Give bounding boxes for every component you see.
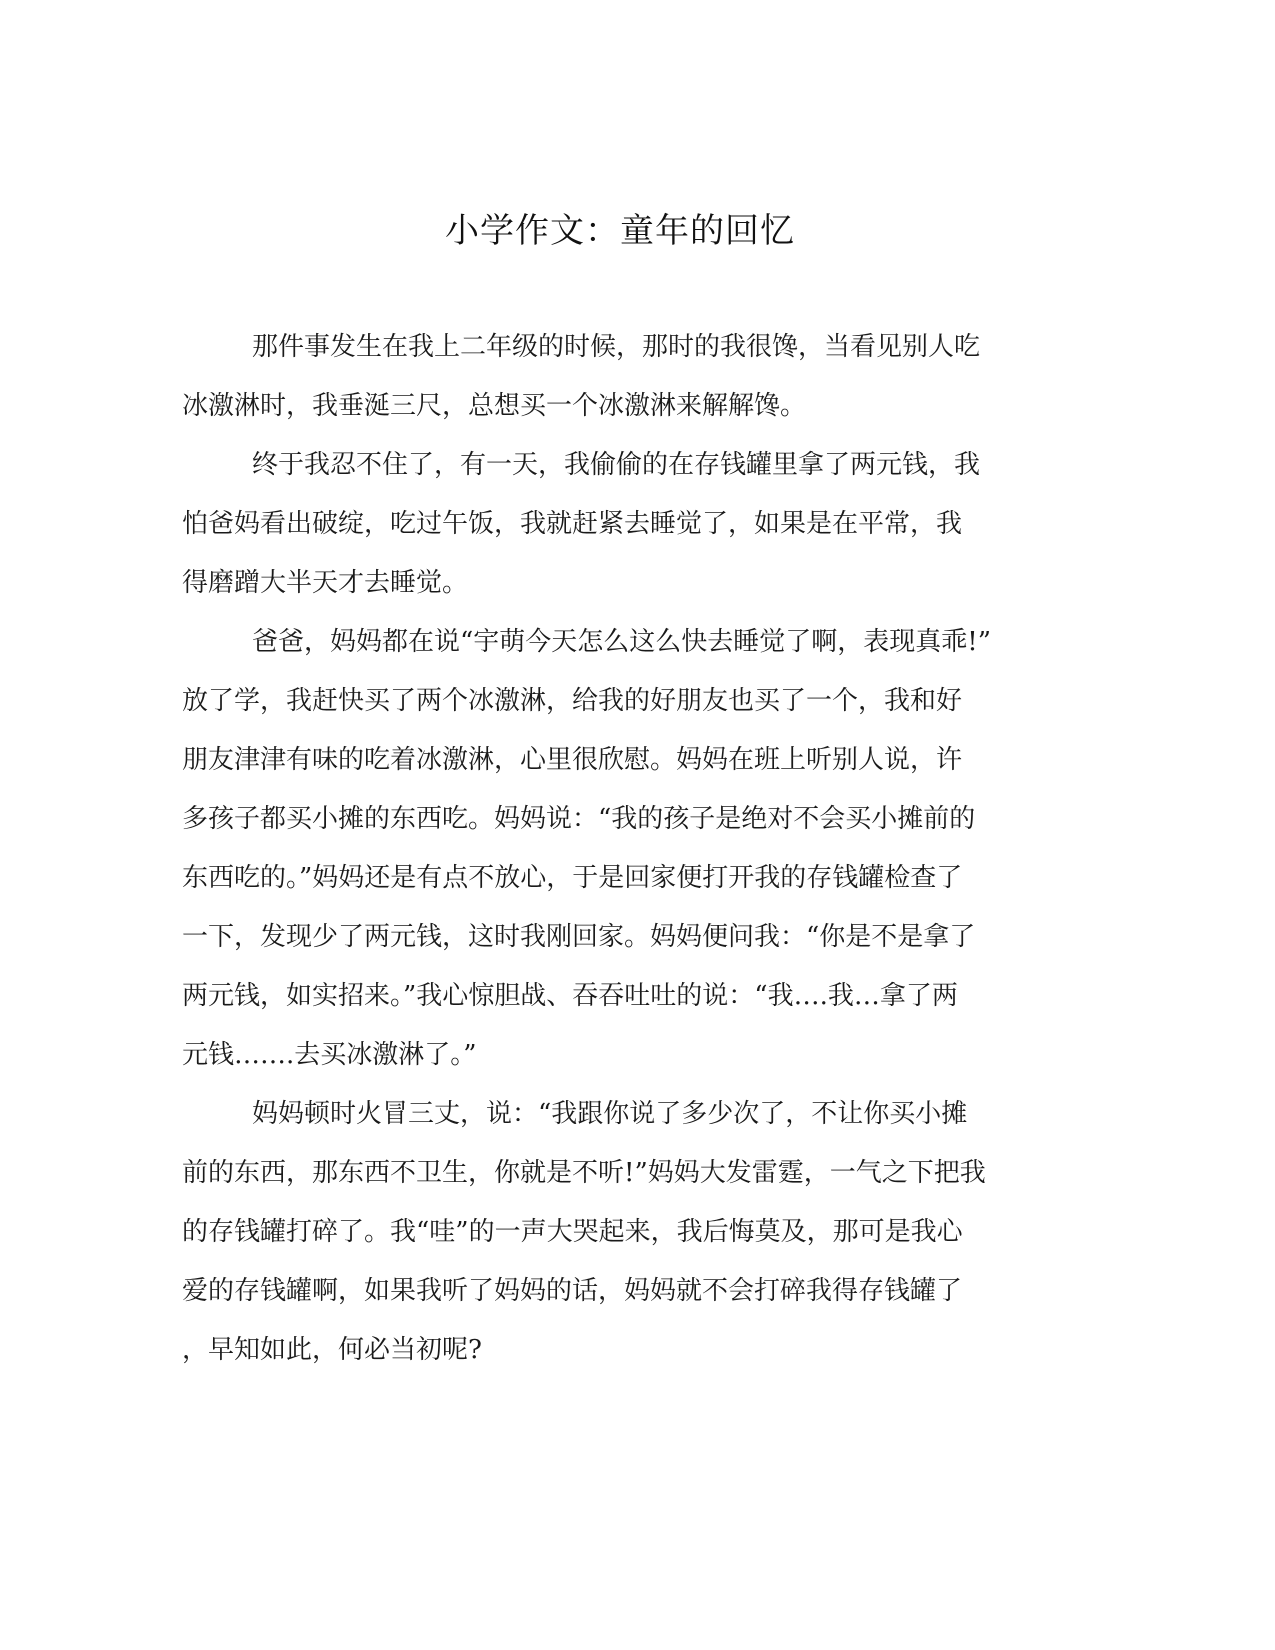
text-line: 爱的存钱罐啊，如果我听了妈妈的话，妈妈就不会打碎我得存钱罐了 xyxy=(182,1276,963,1306)
text-line: 那件事发生在我上二年级的时候，那时的我很馋，当看见别人吃 xyxy=(252,332,981,362)
text-line: 妈妈顿时火冒三丈，说：“我跟你说了多少次了，不让你买小摊 xyxy=(252,1099,968,1129)
text-line: 冰激淋时，我垂涎三尺，总想买一个冰激淋来解解馋。 xyxy=(182,391,807,421)
text-line: 终于我忍不住了，有一天，我偷偷的在存钱罐里拿了两元钱，我 xyxy=(252,450,981,480)
text-line: 一下，发现少了两元钱，这时我刚回家。妈妈便问我：“你是不是拿了 xyxy=(182,922,976,952)
page-title: 小学作文：童年的回忆 xyxy=(445,211,795,251)
text-line: 得磨蹭大半天才去睡觉。 xyxy=(182,568,469,598)
text-line: 怕爸妈看出破绽，吃过午饭，我就赶紧去睡觉了，如果是在平常，我 xyxy=(182,509,963,539)
text-line: 前的东西，那东西不卫生，你就是不听!”妈妈大发雷霆，一气之下把我 xyxy=(182,1158,986,1188)
text-line: 多孩子都买小摊的东西吃。妈妈说：“我的孩子是绝对不会买小摊前的 xyxy=(182,804,976,834)
text-line: 东西吃的。”妈妈还是有点不放心，于是回家便打开我的存钱罐检查了 xyxy=(182,863,963,893)
text-line: 两元钱，如实招来。”我心惊胆战、吞吞吐吐的说：“我….我…拿了两 xyxy=(182,981,958,1011)
essay-body xyxy=(182,318,1052,1380)
text-line: 放了学，我赶快买了两个冰激淋，给我的好朋友也买了一个，我和好 xyxy=(182,686,963,716)
text-line: 元钱…….去买冰激淋了。” xyxy=(182,1040,477,1070)
text-line: 的存钱罐打碎了。我“哇”的一声大哭起来，我后悔莫及，那可是我心 xyxy=(182,1217,963,1247)
text-line: ，早知如此，何必当初呢? xyxy=(182,1335,482,1365)
text-line: 朋友津津有味的吃着冰激淋，心里很欣慰。妈妈在班上听别人说，许 xyxy=(182,745,963,775)
text-line: 爸爸，妈妈都在说“宇萌今天怎么这么快去睡觉了啊，表现真乖!” xyxy=(252,627,992,657)
